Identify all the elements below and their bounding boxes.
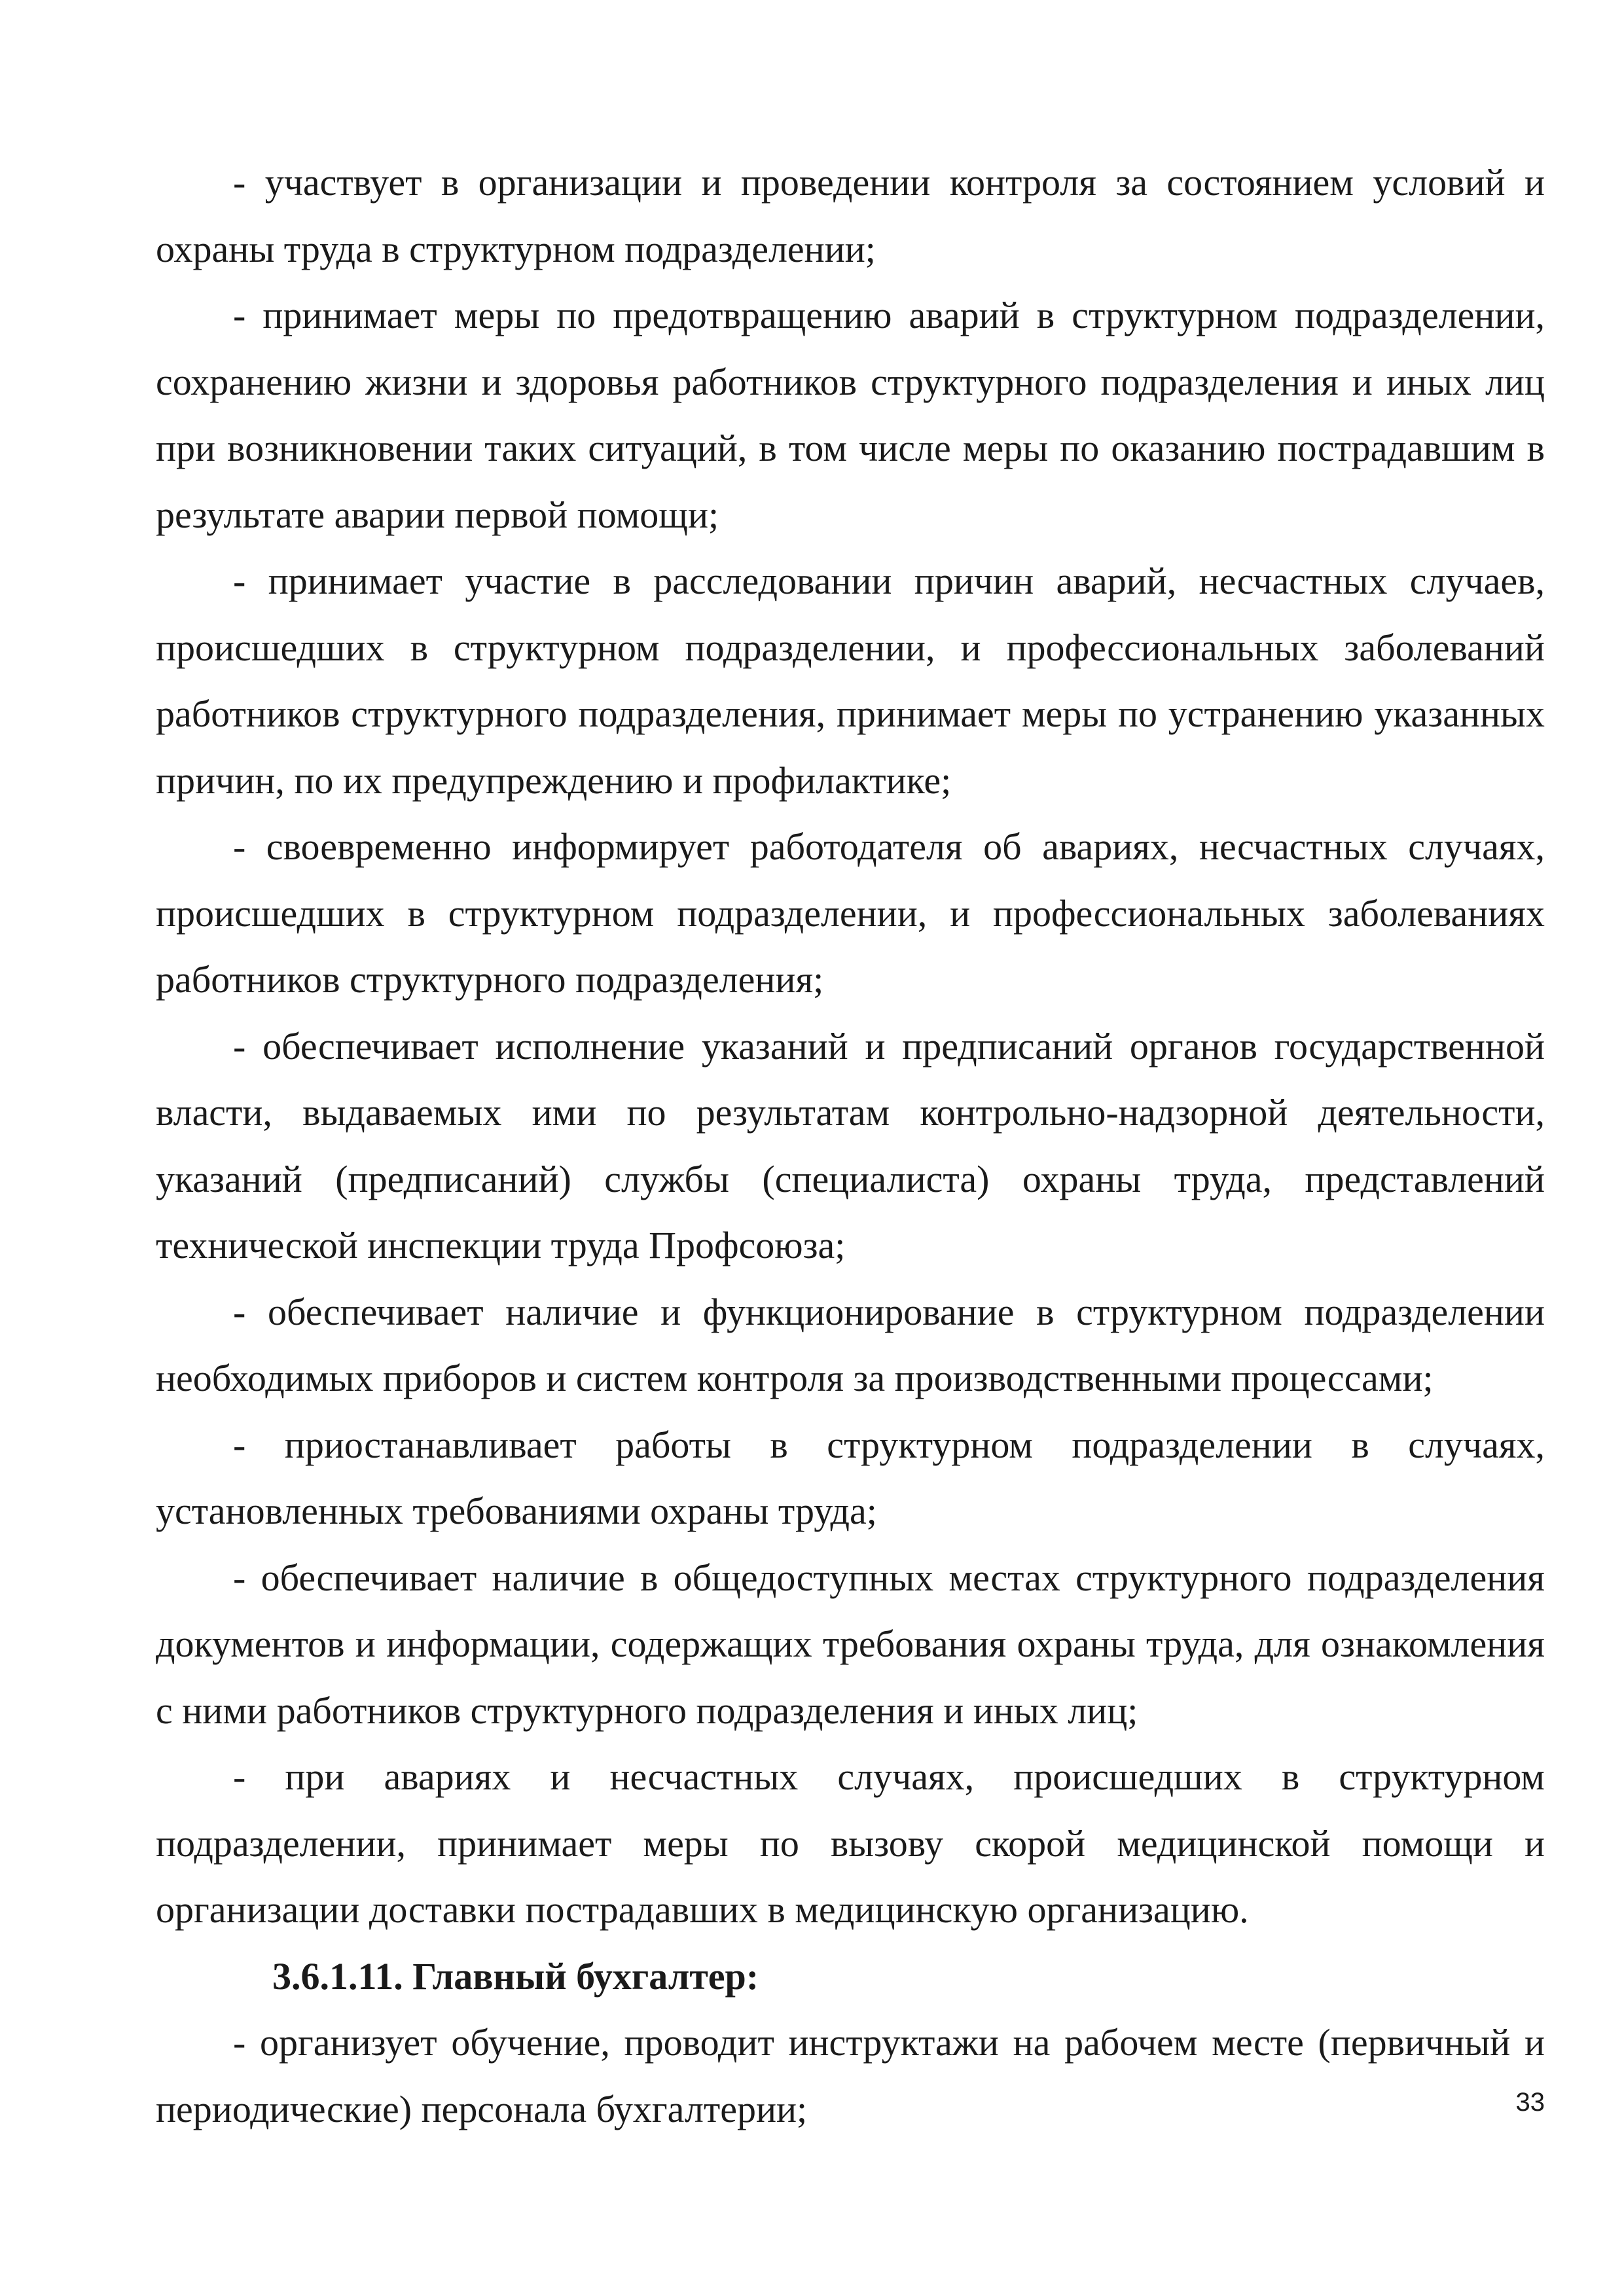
- page-number: 33: [1515, 2088, 1545, 2117]
- list-item: - приостанавливает работы в структурном подразделении в случаях, установленных требованиями охраны труда;: [156, 1423, 1545, 1532]
- list-item: - участвует в организации и проведении контроля за состоянием условий и охраны труда в структурном подразделении;: [156, 161, 1545, 270]
- list-item: - принимает меры по предотвращению аварий в структурном подразделении, сохранению жизни и здоровья работников структурного подразделения и иных лиц при возникновении таких ситуаций, в том числе меры по оказанию пострадавшим в результате аварии первой помощи;: [156, 294, 1545, 536]
- list-item: - обеспечивает наличие в общедоступных местах структурного подразделения документов и информации, содержащих требования охраны труда, для ознакомления с ними работников структурного подразделения и иных лиц;: [156, 1556, 1545, 1732]
- list-item: - своевременно информирует работодателя об авариях, несчастных случаях, происшедших в структурном подразделении, и профессиональных заболеваниях работников структурного подразделения;: [156, 825, 1545, 1001]
- list-item: - обеспечивает наличие и функционирование в структурном подразделении необходимых приборов и систем контроля за производственными процессами;: [156, 1290, 1545, 1399]
- list-item: - при авариях и несчастных случаях, происшедших в структурном подразделении, принимает меры по вызову скорой медицинской помощи и организации доставки пострадавших в медицинскую организацию.: [156, 1755, 1545, 1931]
- section-heading: 3.6.1.11. Главный бухгалтер:: [272, 1954, 759, 1998]
- body-text: [156, 149, 1545, 2142]
- list-item: - принимает участие в расследовании причин аварий, несчастных случаев, происшедших в структурном подразделении, и профессиональных заболеваний работников структурного подразделения, принимает меры по устранению указанных причин, по их предупреждению и профилактике;: [156, 560, 1545, 802]
- list-item: - организует обучение, проводит инструктажи на рабочем месте (первичный и периодические) персонала бухгалтерии;: [156, 2021, 1545, 2130]
- list-item: - обеспечивает исполнение указаний и предписаний органов государственной власти, выдаваемых ими по результатам контрольно-надзорной деятельности, указаний (предписаний) службы (специалиста) охраны труда, представлений технической инспекции труда Профсоюза;: [156, 1024, 1545, 1266]
